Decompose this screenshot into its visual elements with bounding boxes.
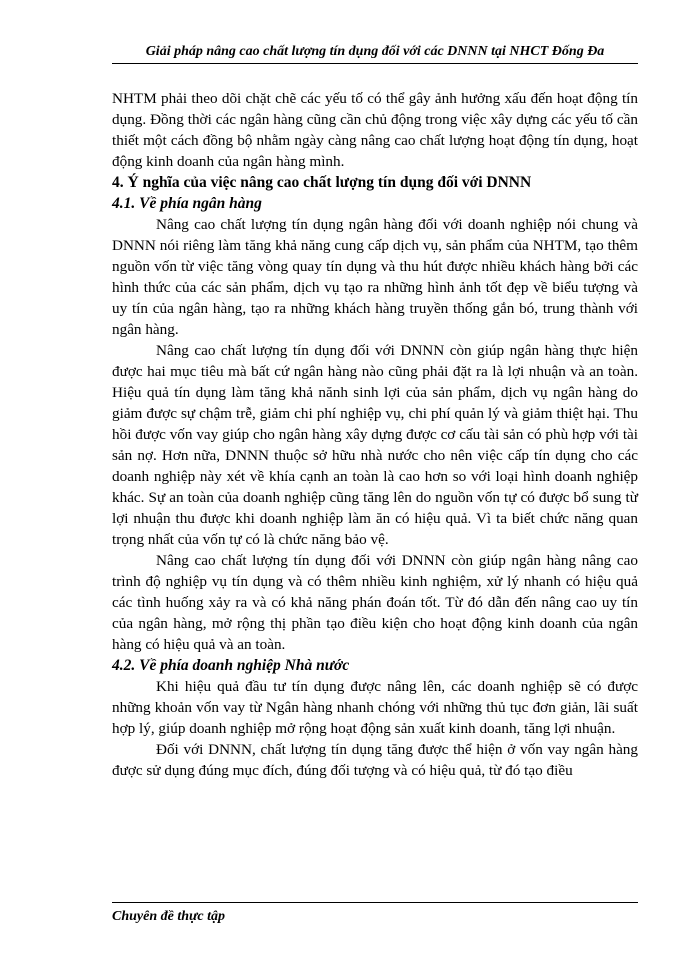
- section-4-heading: 4. Ý nghĩa của việc nâng cao chất lượng tín dụng đối với DNNN: [112, 174, 532, 191]
- section-4-1-paragraph-1: Nâng cao chất lượng tín dụng ngân hàng đối với doanh nghiệp nói chung và DNNN nói riêng làm tăng khả năng cung cấp dịch vụ, sản phẩm của NHTM, tạo thêm nguồn vốn từ việc tăng vòng quay tín dụng và thu hút được nhiều khách hàng bởi các hình thức của các sản phẩm, dịch vụ tạo ra những hình ảnh tốt đẹp về biểu tượng và uy tín của ngân hàng, tạo ra những khách hàng truyền thống gắn bó, trung thành với ngân hàng.: [112, 216, 638, 338]
- section-4-2-paragraph-1: Khi hiệu quả đầu tư tín dụng được nâng lên, các doanh nghiệp sẽ có được những khoản vốn vay từ Ngân hàng nhanh chóng với những thủ tục đơn giản, lãi suất hợp lý, giúp doanh nghiệp mở rộng hoạt động sản xuất kinh doanh, tăng lợi nhuận.: [112, 678, 638, 737]
- page-footer: Chuyên đề thực tập: [112, 902, 638, 925]
- section-4-2-heading: 4.2. Về phía doanh nghiệp Nhà nước: [112, 657, 350, 674]
- section-4-1-paragraph-3: Nâng cao chất lượng tín dụng đối với DNNN còn giúp ngân hàng nâng cao trình độ nghiệp vụ tín dụng và có thêm nhiều kinh nghiệm, xử lý nhanh có hiệu quả các tình huống xảy ra và có khả năng phán đoán tốt. Từ đó dẫn đến nâng cao uy tín của ngân hàng, mở rộng thị phần tạo điều kiện cho hoạt động kinh doanh của ngân hàng có hiệu quả và an toàn.: [112, 552, 638, 653]
- document-body: [112, 88, 638, 781]
- page-header: Giải pháp nâng cao chất lượng tín dụng đối với các DNNN tại NHCT Đống Đa: [112, 44, 638, 64]
- intro-paragraph: NHTM phải theo dõi chặt chẽ các yếu tố có thể gây ảnh hưởng xấu đến hoạt động tín dụng. Đồng thời các ngân hàng cũng cần chủ động trong việc xây dựng các yếu tố cần thiết một cách đồng bộ nhằm ngày càng nâng cao chất lượng hoạt động tín dụng, hoạt động kinh doanh của ngân hàng mình.: [112, 90, 638, 170]
- section-4-1-paragraph-2: Nâng cao chất lượng tín dụng đối với DNNN còn giúp ngân hàng thực hiện được hai mục tiêu mà bất cứ ngân hàng nào cũng phải đặt ra là lợi nhuận và an toàn. Hiệu quả tín dụng làm tăng khả nănh sinh lợi của sản phẩm, dịch vụ ngân hàng do giảm được sự chậm trễ, giảm chi phí nghiệp vụ, chi phí quản lý và giảm thiệt hại. Thu hồi được vốn vay giúp cho ngân hàng xây dựng được cơ cấu tài sản có phù hợp với tài sản nợ. Hơn nữa, DNNN thuộc sở hữu nhà nước cho nên việc cấp tín dụng cho các doanh nghiệp này xét về khía cạnh an toàn là cao hơn so với loại hình doanh nghiệp khác. Sự an toàn của doanh nghiệp cũng tăng lên do nguồn vốn tự có được bổ sung từ lợi nhuận thu được khi doanh nghiệp làm ăn có hiệu quả. Vì ta biết chức năng quan trọng nhất của vốn tự có là chức năng bảo vệ.: [112, 342, 638, 548]
- section-4-2-paragraph-2: Đối với DNNN, chất lượng tín dụng tăng được thể hiện ở vốn vay ngân hàng được sử dụng đúng mục đích, đúng đối tượng và có hiệu quả, từ đó tạo điều: [112, 741, 638, 779]
- section-4-1-heading: 4.1. Về phía ngân hàng: [112, 195, 262, 212]
